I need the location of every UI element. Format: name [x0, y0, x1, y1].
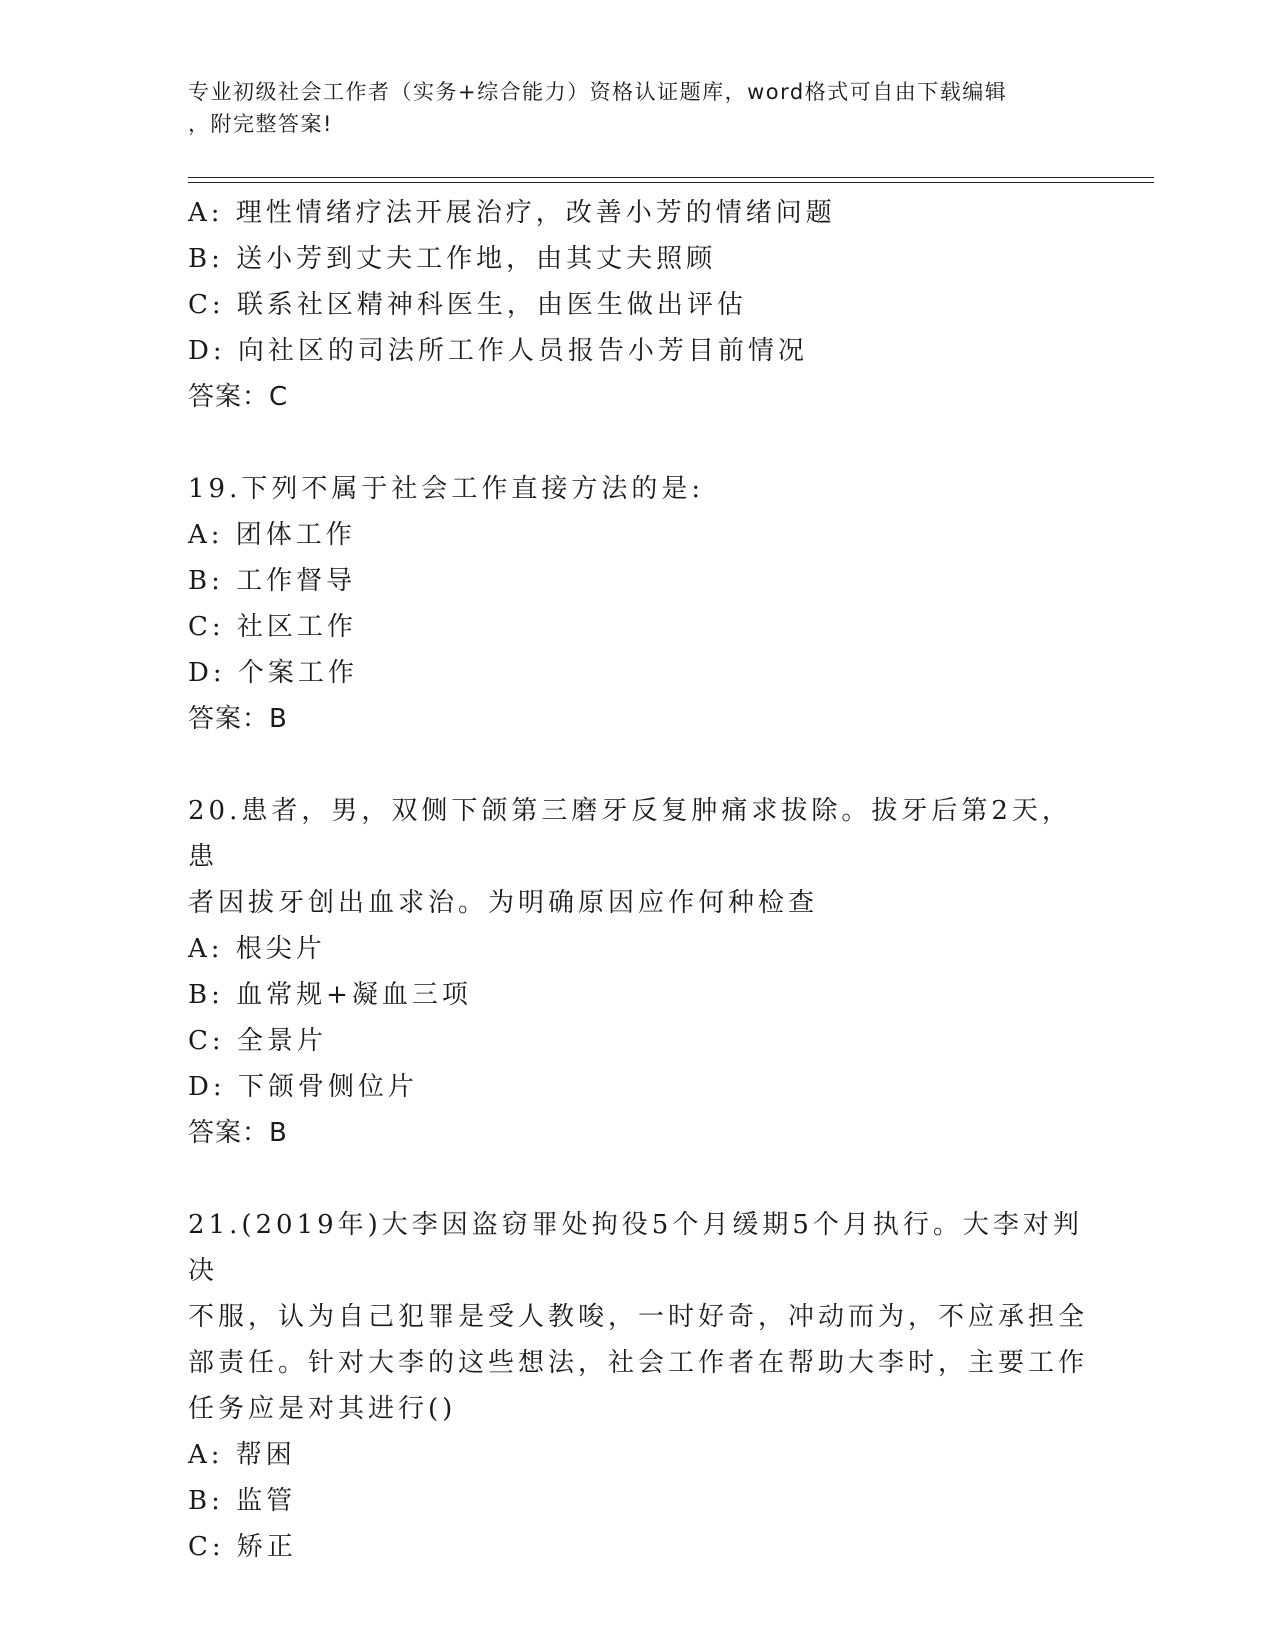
question-18 — [188, 190, 1088, 420]
option-b: B: 工作督导 — [188, 566, 357, 596]
header-line-2: ，附完整答案! — [188, 112, 333, 136]
option-d: D: 个案工作 — [188, 658, 358, 688]
option-a: A: 理性情绪疗法开展治疗，改善小芳的情绪问题 — [188, 198, 836, 228]
question-stem-line-3: 部责任。针对大李的这些想法，社会工作者在帮助大李时，主要工作 — [188, 1348, 1089, 1378]
answer-label: 答案：B — [188, 1118, 288, 1148]
document-header — [188, 76, 1088, 140]
option-c: C: 联系社区精神科医生，由医生做出评估 — [188, 290, 747, 320]
option-b: B: 血常规+凝血三项 — [188, 980, 472, 1010]
question-stem-line-2: 不服，认为自己犯罪是受人教唆，一时好奇，冲动而为，不应承担全 — [188, 1302, 1089, 1332]
option-a: A: 帮困 — [188, 1440, 296, 1470]
question-stem-line-4: 任务应是对其进行() — [188, 1394, 457, 1424]
question-19 — [188, 466, 1088, 742]
option-b: B: 监管 — [188, 1486, 297, 1516]
answer-label: 答案：B — [188, 704, 288, 734]
option-a: A: 团体工作 — [188, 520, 356, 550]
option-a: A: 根尖片 — [188, 934, 326, 964]
question-content — [188, 190, 1088, 1570]
header-line-1: 专业初级社会工作者（实务+综合能力）资格认证题库，word格式可自由下载编辑 — [188, 80, 1008, 104]
question-21 — [188, 1202, 1088, 1570]
question-stem-line-1: 20.患者，男，双侧下颌第三磨牙反复肿痛求拔除。拔牙后第2天，患 — [188, 796, 1072, 872]
option-b: B: 送小芳到丈夫工作地，由其丈夫照顾 — [188, 244, 717, 274]
question-stem-line-2: 者因拔牙创出血求治。为明确原因应作何种检查 — [188, 888, 819, 918]
header-divider-bottom — [188, 182, 1154, 183]
question-stem-line-1: 21.(2019年)大李因盗窃罪处拘役5个月缓期5个月执行。大李对判决 — [188, 1210, 1083, 1286]
answer-label: 答案：C — [188, 382, 289, 412]
option-c: C: 矫正 — [188, 1532, 297, 1562]
option-d: D: 向社区的司法所工作人员报告小芳目前情况 — [188, 336, 808, 366]
option-c: C: 社区工作 — [188, 612, 357, 642]
question-20 — [188, 788, 1088, 1156]
option-c: C: 全景片 — [188, 1026, 327, 1056]
option-d: D: 下颌骨侧位片 — [188, 1072, 418, 1102]
header-divider-top — [188, 177, 1154, 178]
question-stem: 19.下列不属于社会工作直接方法的是: — [188, 474, 705, 504]
